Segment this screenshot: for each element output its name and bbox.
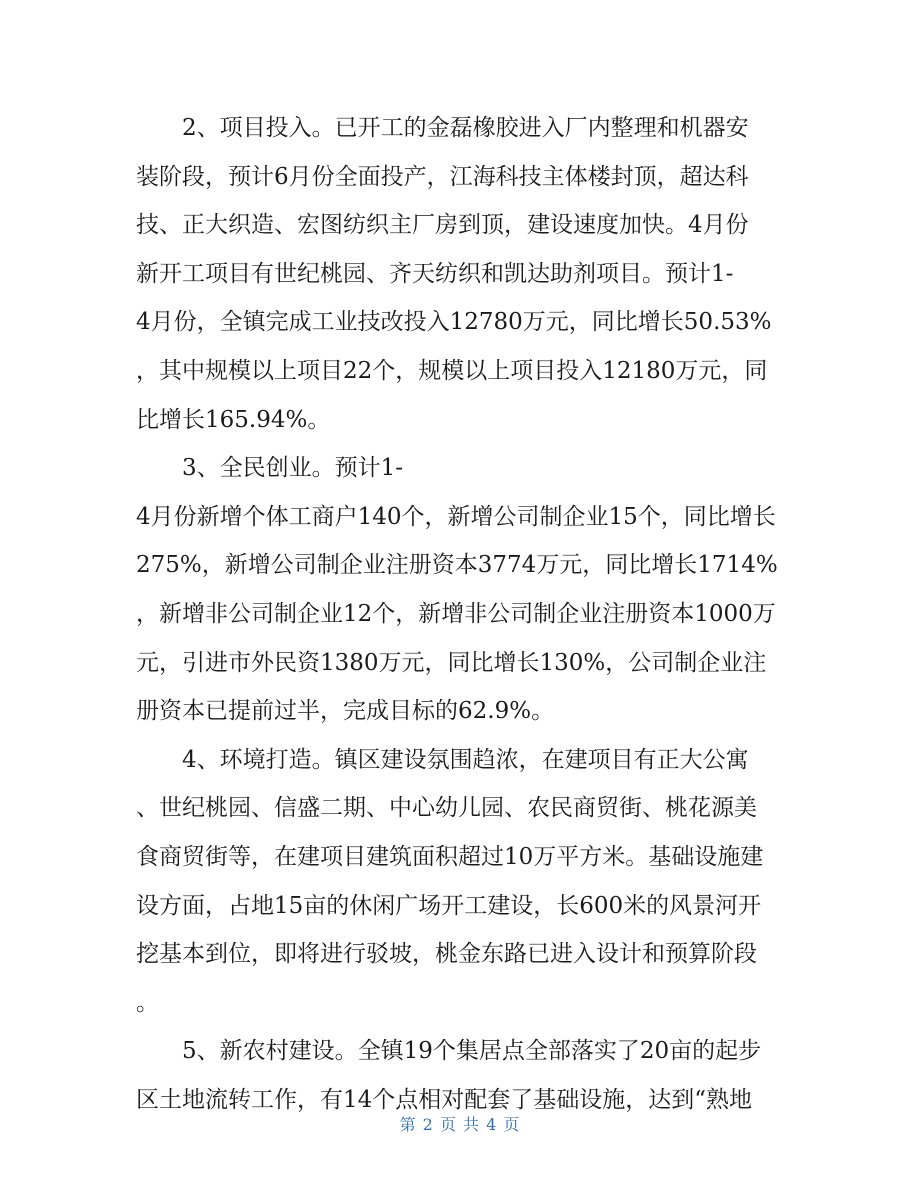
text-line: 4月份新增个体工商户140个，新增公司制企业15个，同比增长: [136, 503, 776, 530]
text-line: 设方面，占地15亩的休闲广场开工建设，长600米的风景河开: [136, 892, 762, 919]
text-line: ，新增非公司制企业12个，新增非公司制企业注册资本1000万: [136, 600, 776, 627]
paragraph-environment: [136, 736, 786, 1028]
text-line: 比增长165.94%。: [136, 406, 331, 433]
document-body: [136, 104, 786, 1124]
text-line: 装阶段，预计6月份全面投产，江海科技主体楼封顶，超达科: [136, 163, 749, 190]
text-line: 、世纪桃园、信盛二期、中心幼儿园、农民商贸街、桃花源美: [136, 795, 757, 822]
text-line: 元，引进市外民资1380万元，同比增长130%，公司制企业注: [136, 649, 767, 676]
text-line: 275%，新增公司制企业注册资本3774万元，同比增长1714%: [136, 552, 778, 579]
paragraph-project-investment: [136, 104, 786, 444]
page-number-footer: 第 2 页 共 4 页: [399, 1115, 521, 1134]
text-line: 2、项目投入。已开工的金磊橡胶进入厂内整理和机器安: [182, 115, 749, 141]
text-line: 4、环境打造。镇区建设氛围趋浓，在建项目有正大公寓: [182, 746, 749, 773]
text-line: 。: [136, 989, 159, 1016]
text-line: 新开工项目有世纪桃园、齐天纺织和凯达助剂项目。预计1-: [136, 260, 734, 287]
text-line: 5、新农村建设。全镇19个集居点全部落实了20亩的起步: [182, 1038, 762, 1065]
text-line: 4月份，全镇完成工业技改投入12780万元，同比增长50.53%: [136, 309, 772, 336]
text-line: 册资本已提前过半，完成目标的62.9%。: [136, 698, 555, 725]
text-line: 食商贸街等，在建项目建筑面积超过10万平方米。基础设施建: [136, 843, 764, 870]
paragraph-new-countryside: [136, 1027, 786, 1124]
text-line: 区土地流转工作，有14个点相对配套了基础设施，达到“熟地: [136, 1086, 753, 1113]
text-line: 3、全民创业。预计1-: [182, 455, 404, 482]
text-line: 挖基本到位，即将进行驳坡，桃金东路已进入设计和预算阶段: [136, 941, 757, 968]
text-line: ，其中规模以上项目22个，规模以上项目投入12180万元，同: [136, 357, 768, 384]
paragraph-entrepreneurship: [136, 444, 786, 736]
text-line: 技、正大织造、宏图纺织主厂房到顶，建设速度加快。4月份: [136, 212, 749, 239]
